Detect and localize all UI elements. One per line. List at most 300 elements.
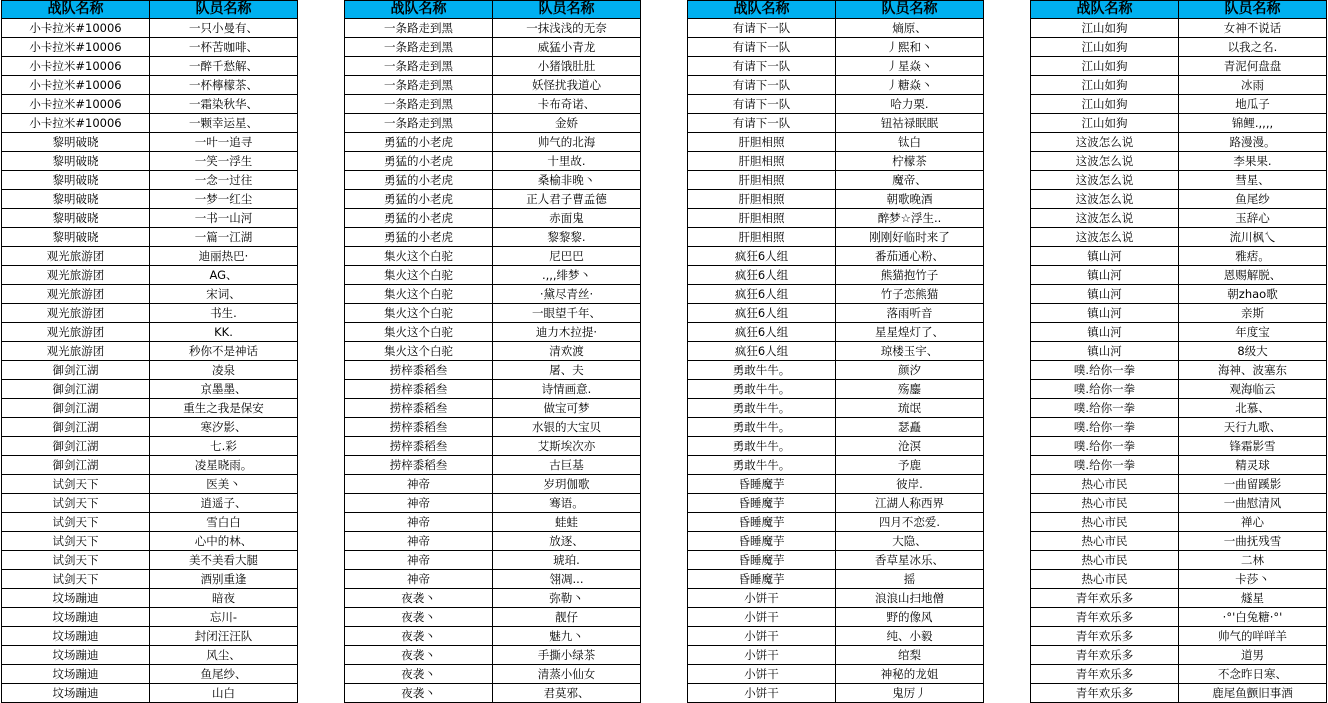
team-name-cell: 小饼干 — [688, 627, 836, 646]
team-name-cell: 江山如狗 — [1031, 38, 1179, 57]
member-name-cell: 海神、波塞东 — [1179, 361, 1327, 380]
table-row — [1031, 95, 1327, 114]
team-name-cell: 小卡拉米#10006 — [2, 19, 150, 38]
member-name-cell: 熵原、 — [836, 19, 984, 38]
member-name-cell: 岁玥伽歌 — [493, 475, 641, 494]
team-name-cell: 噗.给你一拳 — [1031, 437, 1179, 456]
member-name-cell: 骞语。 — [493, 494, 641, 513]
team-name-cell: 热心市民 — [1031, 551, 1179, 570]
member-name-cell: 神秘的龙姐 — [836, 665, 984, 684]
member-name-cell: 丿熙和丶 — [836, 38, 984, 57]
member-name-cell: 丿糖焱丶 — [836, 76, 984, 95]
table-row — [2, 38, 298, 57]
member-name-cell: 绾梨 — [836, 646, 984, 665]
table-row — [2, 361, 298, 380]
member-name-cell: 风尘、 — [150, 646, 298, 665]
table-row — [1031, 19, 1327, 38]
table-row — [345, 342, 641, 361]
team-name-cell: 小卡拉米#10006 — [2, 57, 150, 76]
team-name-cell: 热心市民 — [1031, 475, 1179, 494]
table-row — [345, 380, 641, 399]
member-name-cell: 正人君子曹孟德 — [493, 190, 641, 209]
team-name-cell: 热心市民 — [1031, 532, 1179, 551]
team-name-cell: 试剑天下 — [2, 570, 150, 589]
table-row — [2, 494, 298, 513]
member-name-cell: 寒汐影、 — [150, 418, 298, 437]
member-name-cell: 古巨基 — [493, 456, 641, 475]
table-row — [1031, 646, 1327, 665]
table-row — [2, 133, 298, 152]
member-name-cell: KK. — [150, 323, 298, 342]
table-row — [2, 76, 298, 95]
member-name-cell: 一篇一江湖 — [150, 228, 298, 247]
table-row — [2, 475, 298, 494]
team-name-cell: 青年欢乐多 — [1031, 608, 1179, 627]
table-row — [1031, 133, 1327, 152]
member-name-cell: 翎凋... — [493, 570, 641, 589]
team-name-cell: 神帝 — [345, 494, 493, 513]
team-name-cell: 黎明破晓 — [2, 171, 150, 190]
table-row — [1031, 627, 1327, 646]
member-name-header: 队员名称 — [1179, 1, 1327, 19]
table-row — [345, 532, 641, 551]
member-name-cell: 予鹿 — [836, 456, 984, 475]
team-name-cell: 观光旅游团 — [2, 247, 150, 266]
team-name-cell: 捞梓黍稻叁 — [345, 456, 493, 475]
member-name-cell: 精灵球 — [1179, 456, 1327, 475]
member-name-cell: 清欢渡 — [493, 342, 641, 361]
team-name-cell: 青年欢乐多 — [1031, 589, 1179, 608]
table-row — [1031, 380, 1327, 399]
member-name-header: 队员名称 — [493, 1, 641, 19]
member-name-cell: 琉氓 — [836, 399, 984, 418]
member-name-cell: 锦鲤.,,,, — [1179, 114, 1327, 133]
team-name-cell: 夜袭丶 — [345, 608, 493, 627]
roster-table-1 — [1, 0, 298, 703]
member-name-header: 队员名称 — [836, 1, 984, 19]
table-row — [1031, 171, 1327, 190]
table-row — [688, 380, 984, 399]
table-row — [1031, 361, 1327, 380]
table-row — [688, 494, 984, 513]
team-name-cell: 疯狂6人组 — [688, 247, 836, 266]
table-row — [345, 627, 641, 646]
table-row — [688, 285, 984, 304]
team-name-cell: 有请下一队 — [688, 114, 836, 133]
member-name-cell: 哈力栗. — [836, 95, 984, 114]
member-name-cell: 靓仔 — [493, 608, 641, 627]
table-row — [2, 532, 298, 551]
table-row — [1031, 114, 1327, 133]
table-row — [2, 684, 298, 703]
team-name-cell: 神帝 — [345, 551, 493, 570]
table-row — [688, 437, 984, 456]
table-row — [1031, 342, 1327, 361]
team-name-cell: 夜袭丶 — [345, 589, 493, 608]
team-name-cell: 集火这个白驼 — [345, 285, 493, 304]
table-row — [345, 190, 641, 209]
member-name-cell: 彗星、 — [1179, 171, 1327, 190]
team-name-cell: 勇猛的小老虎 — [345, 228, 493, 247]
member-name-cell: 二林 — [1179, 551, 1327, 570]
member-name-cell: 美不美看大腿 — [150, 551, 298, 570]
member-name-cell: 暗夜 — [150, 589, 298, 608]
team-name-cell: 勇猛的小老虎 — [345, 209, 493, 228]
team-name-cell: 勇猛的小老虎 — [345, 133, 493, 152]
team-name-cell: 热心市民 — [1031, 570, 1179, 589]
member-name-cell: 一笑一浮生 — [150, 152, 298, 171]
team-name-cell: 这波怎么说 — [1031, 228, 1179, 247]
member-name-cell: 艾斯埃次亦 — [493, 437, 641, 456]
team-name-cell: 坟场蹦迪 — [2, 684, 150, 703]
team-name-cell: 集火这个白驼 — [345, 247, 493, 266]
team-name-cell: 勇猛的小老虎 — [345, 152, 493, 171]
table-row — [1031, 285, 1327, 304]
member-name-cell: 琥珀. — [493, 551, 641, 570]
table-row — [2, 57, 298, 76]
table-row — [1031, 589, 1327, 608]
table-row — [2, 665, 298, 684]
member-name-cell: 金娇 — [493, 114, 641, 133]
member-name-cell: 朝歌晚酒 — [836, 190, 984, 209]
team-name-cell: 有请下一队 — [688, 95, 836, 114]
table-row — [688, 532, 984, 551]
team-name-cell: 勇敢牛牛。 — [688, 361, 836, 380]
team-name-cell: 噗.给你一拳 — [1031, 361, 1179, 380]
member-name-cell: 十里故. — [493, 152, 641, 171]
table-row — [2, 95, 298, 114]
member-name-cell: 小猪饿肚肚 — [493, 57, 641, 76]
header-row — [2, 1, 298, 19]
team-name-cell: 试剑天下 — [2, 494, 150, 513]
team-name-cell: 试剑天下 — [2, 513, 150, 532]
table-row — [688, 551, 984, 570]
table-row — [1031, 228, 1327, 247]
member-name-cell: 女神不说话 — [1179, 19, 1327, 38]
team-name-cell: 肝胆相照 — [688, 171, 836, 190]
table-row — [1031, 399, 1327, 418]
table-row — [2, 399, 298, 418]
member-name-cell: 一念一过往 — [150, 171, 298, 190]
roster-table-2 — [344, 0, 641, 703]
team-name-cell: 勇敢牛牛。 — [688, 437, 836, 456]
team-name-cell: 江山如狗 — [1031, 76, 1179, 95]
team-name-cell: 黎明破晓 — [2, 228, 150, 247]
team-name-cell: 夜袭丶 — [345, 684, 493, 703]
member-name-cell: 七.彩 — [150, 437, 298, 456]
table-row — [688, 304, 984, 323]
table-row — [2, 152, 298, 171]
table-row — [688, 456, 984, 475]
team-name-cell: 热心市民 — [1031, 494, 1179, 513]
table-row — [688, 38, 984, 57]
table-row — [345, 437, 641, 456]
team-name-cell: 这波怎么说 — [1031, 190, 1179, 209]
team-name-cell: 这波怎么说 — [1031, 152, 1179, 171]
team-name-cell: 勇敢牛牛。 — [688, 456, 836, 475]
member-name-cell: 帅气的咩咩羊 — [1179, 627, 1327, 646]
member-name-cell: 熊猫抱竹子 — [836, 266, 984, 285]
member-name-cell: 大隐、 — [836, 532, 984, 551]
team-name-cell: 昏睡魔芋 — [688, 494, 836, 513]
team-name-cell: 神帝 — [345, 570, 493, 589]
member-name-cell: 冰雨 — [1179, 76, 1327, 95]
team-name-cell: 昏睡魔芋 — [688, 513, 836, 532]
member-name-cell: 山白 — [150, 684, 298, 703]
team-name-cell: 勇敢牛牛。 — [688, 399, 836, 418]
table-row — [345, 57, 641, 76]
team-name-cell: 有请下一队 — [688, 57, 836, 76]
team-name-cell: 小卡拉米#10006 — [2, 114, 150, 133]
team-name-cell: 试剑天下 — [2, 551, 150, 570]
member-name-cell: 钮祜禄眠眠 — [836, 114, 984, 133]
table-row — [688, 19, 984, 38]
roster-table-4 — [1030, 0, 1327, 703]
table-row — [688, 266, 984, 285]
member-name-cell: 天行九歌、 — [1179, 418, 1327, 437]
table-row — [688, 418, 984, 437]
team-name-cell: 勇敢牛牛。 — [688, 380, 836, 399]
member-name-cell: 医美丶 — [150, 475, 298, 494]
team-name-cell: 夜袭丶 — [345, 627, 493, 646]
member-name-cell: 观海临云 — [1179, 380, 1327, 399]
team-name-cell: 青年欢乐多 — [1031, 646, 1179, 665]
member-name-cell: 番茄通心粉、 — [836, 247, 984, 266]
member-name-cell: 蛙蛙 — [493, 513, 641, 532]
table-row — [2, 342, 298, 361]
table-row — [688, 684, 984, 703]
team-name-cell: 观光旅游团 — [2, 342, 150, 361]
table-row — [688, 513, 984, 532]
member-name-cell: 雪白白 — [150, 513, 298, 532]
table-row — [1031, 418, 1327, 437]
member-name-cell: 一醉千愁解、 — [150, 57, 298, 76]
member-name-cell: 纯、小毅 — [836, 627, 984, 646]
team-name-cell: 一条路走到黑 — [345, 57, 493, 76]
table-row — [2, 570, 298, 589]
member-name-cell: .,,,绯梦丶 — [493, 266, 641, 285]
team-name-cell: 观光旅游团 — [2, 304, 150, 323]
table-row — [345, 399, 641, 418]
table-row — [2, 437, 298, 456]
member-name-cell: 地瓜子 — [1179, 95, 1327, 114]
table-row — [1031, 494, 1327, 513]
member-name-cell: 禅心 — [1179, 513, 1327, 532]
table-row — [345, 494, 641, 513]
team-name-cell: 一条路走到黑 — [345, 38, 493, 57]
member-name-cell: 书生. — [150, 304, 298, 323]
member-name-cell: 香草星冰乐、 — [836, 551, 984, 570]
team-name-cell: 肝胆相照 — [688, 228, 836, 247]
member-name-cell: 恩赐解脱、 — [1179, 266, 1327, 285]
table-row — [1031, 152, 1327, 171]
table-row — [1031, 551, 1327, 570]
team-name-cell: 昏睡魔芋 — [688, 551, 836, 570]
member-name-cell: 鹿尾鱼颤旧事酒 — [1179, 684, 1327, 703]
table-row — [345, 114, 641, 133]
table-row — [688, 361, 984, 380]
table-row — [688, 323, 984, 342]
team-name-cell: 坟场蹦迪 — [2, 608, 150, 627]
team-name-cell: 小饼干 — [688, 665, 836, 684]
team-name-cell: 肝胆相照 — [688, 152, 836, 171]
team-name-cell: 热心市民 — [1031, 513, 1179, 532]
member-name-cell: 雅痞。 — [1179, 247, 1327, 266]
table-row — [345, 285, 641, 304]
member-name-cell: 做宝可梦 — [493, 399, 641, 418]
team-name-cell: 捞梓黍稻叁 — [345, 361, 493, 380]
team-name-cell: 小卡拉米#10006 — [2, 76, 150, 95]
team-name-cell: 集火这个白驼 — [345, 323, 493, 342]
team-name-cell: 神帝 — [345, 475, 493, 494]
team-name-cell: 神帝 — [345, 513, 493, 532]
member-name-cell: 一曲慰清风 — [1179, 494, 1327, 513]
team-name-cell: 坟场蹦迪 — [2, 665, 150, 684]
member-name-cell: 一曲留蹊影 — [1179, 475, 1327, 494]
member-name-cell: 野的像风 — [836, 608, 984, 627]
table-row — [1031, 190, 1327, 209]
table-row — [345, 38, 641, 57]
table-row — [688, 114, 984, 133]
team-name-cell: 疯狂6人组 — [688, 285, 836, 304]
team-name-cell: 噗.给你一拳 — [1031, 380, 1179, 399]
table-row — [688, 57, 984, 76]
team-name-cell: 勇猛的小老虎 — [345, 171, 493, 190]
team-name-cell: 昏睡魔芋 — [688, 532, 836, 551]
table-row — [1031, 475, 1327, 494]
member-name-cell: 迪力木拉提· — [493, 323, 641, 342]
member-name-cell: 殇鏖 — [836, 380, 984, 399]
member-name-cell: 一叶一追寻 — [150, 133, 298, 152]
table-row — [1031, 38, 1327, 57]
member-name-cell: 一霜染秋华、 — [150, 95, 298, 114]
table-row — [2, 190, 298, 209]
team-name-cell: 疯狂6人组 — [688, 342, 836, 361]
team-name-cell: 勇敢牛牛。 — [688, 418, 836, 437]
team-name-cell: 江山如狗 — [1031, 19, 1179, 38]
table-row — [688, 171, 984, 190]
team-name-cell: 黎明破晓 — [2, 209, 150, 228]
member-name-cell: ·黛尽青丝· — [493, 285, 641, 304]
member-name-cell: 李果果. — [1179, 152, 1327, 171]
table-row — [688, 133, 984, 152]
member-name-cell: 丿星焱丶 — [836, 57, 984, 76]
team-name-cell: 御剑江湖 — [2, 399, 150, 418]
member-name-cell: 青泥何盘盘 — [1179, 57, 1327, 76]
table-row — [2, 323, 298, 342]
team-name-cell: 集火这个白驼 — [345, 304, 493, 323]
team-name-cell: 小卡拉米#10006 — [2, 95, 150, 114]
team-name-header: 战队名称 — [2, 1, 150, 19]
table-row — [688, 95, 984, 114]
table-row — [1031, 570, 1327, 589]
table-row — [1031, 513, 1327, 532]
team-name-cell: 御剑江湖 — [2, 437, 150, 456]
team-name-cell: 小卡拉米#10006 — [2, 38, 150, 57]
member-name-cell: 朝zhao歌 — [1179, 285, 1327, 304]
table-row — [345, 95, 641, 114]
team-name-cell: 一条路走到黑 — [345, 114, 493, 133]
member-name-cell: 一书一山河 — [150, 209, 298, 228]
member-name-cell: 一只小曼有、 — [150, 19, 298, 38]
table-row — [345, 171, 641, 190]
table-row — [688, 589, 984, 608]
table-row — [688, 475, 984, 494]
member-name-cell: 凌星晓雨。 — [150, 456, 298, 475]
table-row — [2, 627, 298, 646]
team-name-cell: 这波怎么说 — [1031, 171, 1179, 190]
table-row — [1031, 608, 1327, 627]
team-name-cell: 肝胆相照 — [688, 209, 836, 228]
team-name-cell: 试剑天下 — [2, 532, 150, 551]
team-name-cell: 噗.给你一拳 — [1031, 456, 1179, 475]
member-name-cell: 柠檬茶 — [836, 152, 984, 171]
member-name-cell: 迪丽热巴· — [150, 247, 298, 266]
team-name-cell: 镇山河 — [1031, 323, 1179, 342]
table-row — [1031, 209, 1327, 228]
team-name-cell: 镇山河 — [1031, 266, 1179, 285]
table-row — [1031, 304, 1327, 323]
member-name-cell: 北慕、 — [1179, 399, 1327, 418]
header-row — [688, 1, 984, 19]
table-row — [345, 475, 641, 494]
member-name-cell: 燧星 — [1179, 589, 1327, 608]
table-row — [2, 513, 298, 532]
table-row — [2, 247, 298, 266]
table-row — [1031, 437, 1327, 456]
table-row — [2, 266, 298, 285]
member-name-cell: 刚刚好临时来了 — [836, 228, 984, 247]
table-row — [345, 304, 641, 323]
table-row — [345, 456, 641, 475]
team-name-cell: 神帝 — [345, 532, 493, 551]
team-name-header: 战队名称 — [1031, 1, 1179, 19]
table-row — [1031, 247, 1327, 266]
table-row — [688, 76, 984, 95]
team-name-cell: 坟场蹦迪 — [2, 589, 150, 608]
table-row — [345, 247, 641, 266]
team-name-cell: 这波怎么说 — [1031, 133, 1179, 152]
member-name-cell: 琼楼玉宇、 — [836, 342, 984, 361]
team-name-cell: 御剑江湖 — [2, 380, 150, 399]
table-row — [688, 247, 984, 266]
table-row — [688, 190, 984, 209]
table-row — [1031, 266, 1327, 285]
team-name-cell: 捞梓黍稻叁 — [345, 437, 493, 456]
table-row — [688, 665, 984, 684]
member-name-cell: 京墨墨、 — [150, 380, 298, 399]
member-name-cell: 以我之名. — [1179, 38, 1327, 57]
team-name-cell: 江山如狗 — [1031, 57, 1179, 76]
team-name-cell: 夜袭丶 — [345, 646, 493, 665]
table-row — [2, 646, 298, 665]
team-name-cell: 黎明破晓 — [2, 190, 150, 209]
table-row — [1031, 57, 1327, 76]
member-name-cell: 一梦一红尘 — [150, 190, 298, 209]
team-name-cell: 坟场蹦迪 — [2, 627, 150, 646]
member-name-cell: 四月不恋爱. — [836, 513, 984, 532]
member-name-cell: 亲斯 — [1179, 304, 1327, 323]
team-name-cell: 黎明破晓 — [2, 133, 150, 152]
member-name-cell: 妖怪扰我道心 — [493, 76, 641, 95]
table-row — [688, 342, 984, 361]
team-name-cell: 肝胆相照 — [688, 190, 836, 209]
team-name-cell: 有请下一队 — [688, 19, 836, 38]
member-name-header: 队员名称 — [150, 1, 298, 19]
header-row — [1031, 1, 1327, 19]
member-name-cell: 忘川- — [150, 608, 298, 627]
member-name-cell: 君莫邪、 — [493, 684, 641, 703]
